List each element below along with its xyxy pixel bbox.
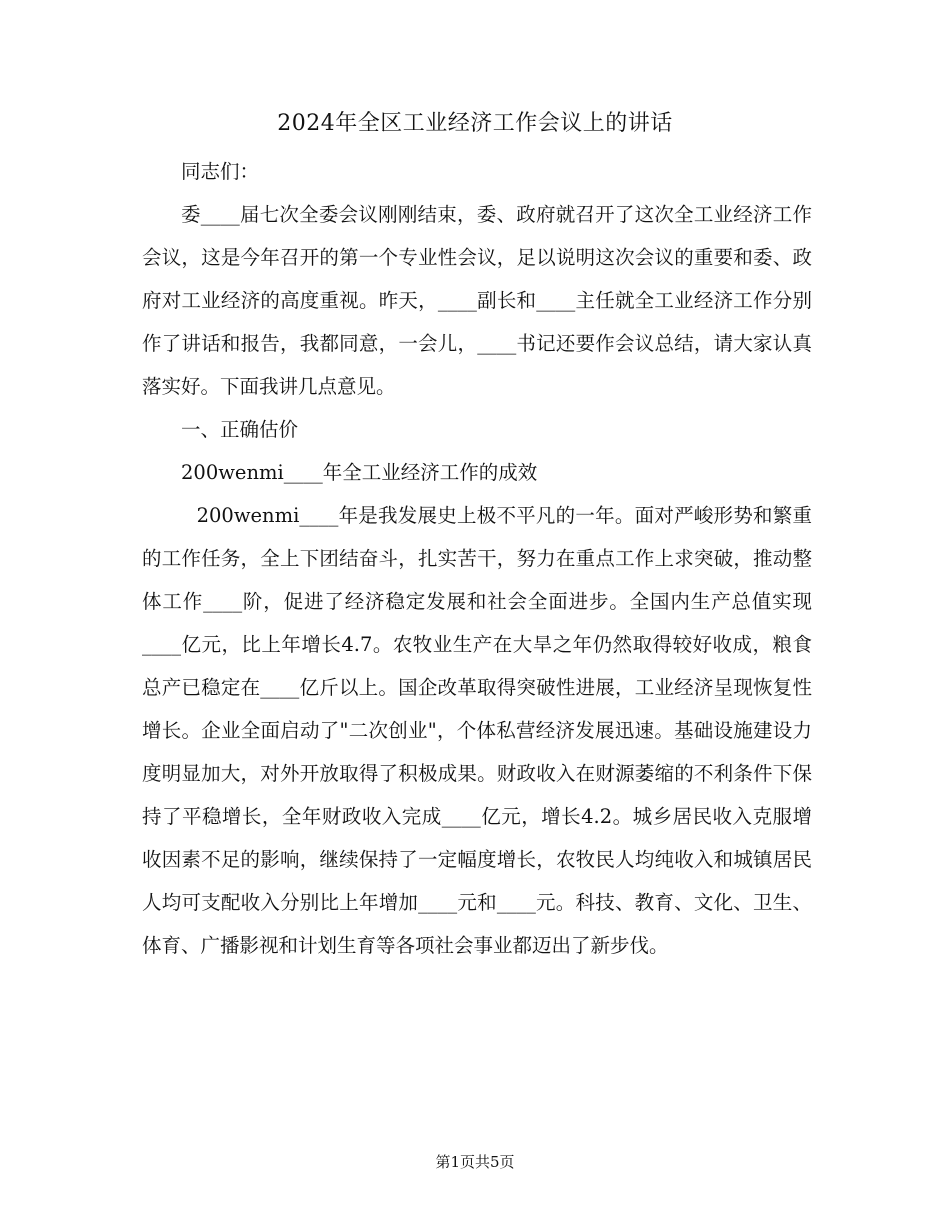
opening-paragraph: 委____届七次全委会议刚刚结束，委、政府就召开了这次全工业经济工作会议，这是今年召开的第一个专业性会议，足以说明这次会议的重要和委、政府对工业经济的高度重视。昨天，____副长和____主任就全工业经济工作分别作了讲话和报告，我都同意，一会儿，____书记还要作会议总结，请大家认真落实好。下面我讲几点意见。 [142, 203, 812, 398]
document-body [142, 150, 812, 967]
achievements-paragraph: 200wenmi____年是我发展史上极不平凡的一年。面对严峻形势和繁重的工作任务，全上下团结奋斗，扎实苦干，努力在重点工作上求突破，推动整体工作____阶，促进了经济稳定发展和社会全面进步。全国内生产总值实现____亿元，比上年增长4.7。农牧业生产在大旱之年仍然取得较好收成，粮食总产已稳定在____亿斤以上。国企改革取得突破性进展，工业经济呈现恢复性增长。企业全面启动了"二次创业"，个体私营经济发展迅速。基础设施建设力度明显加大，对外开放取得了积极成果。财政收入在财源萎缩的不利条件下保持了平稳增长，全年财政收入完成____亿元，增长4.2。城乡居民收入克服增收因素不足的影响，继续保持了一定幅度增长，农牧民人均纯收入和城镇居民人均可支配收入分别比上年增加____元和____元。科技、教育、文化、卫生、体育、广播影视和计划生育等各项社会事业都迈出了新步伐。 [142, 504, 812, 957]
document-title: 2024年全区工业经济工作会议上的讲话 [277, 111, 673, 136]
page-number: 第1页共5页 [435, 1153, 515, 1171]
section-subheading: 200wenmi____年全工业经济工作的成效 [181, 461, 538, 484]
section-heading: 一、正确估价 [181, 418, 299, 441]
salutation: 同志们： [181, 160, 260, 183]
